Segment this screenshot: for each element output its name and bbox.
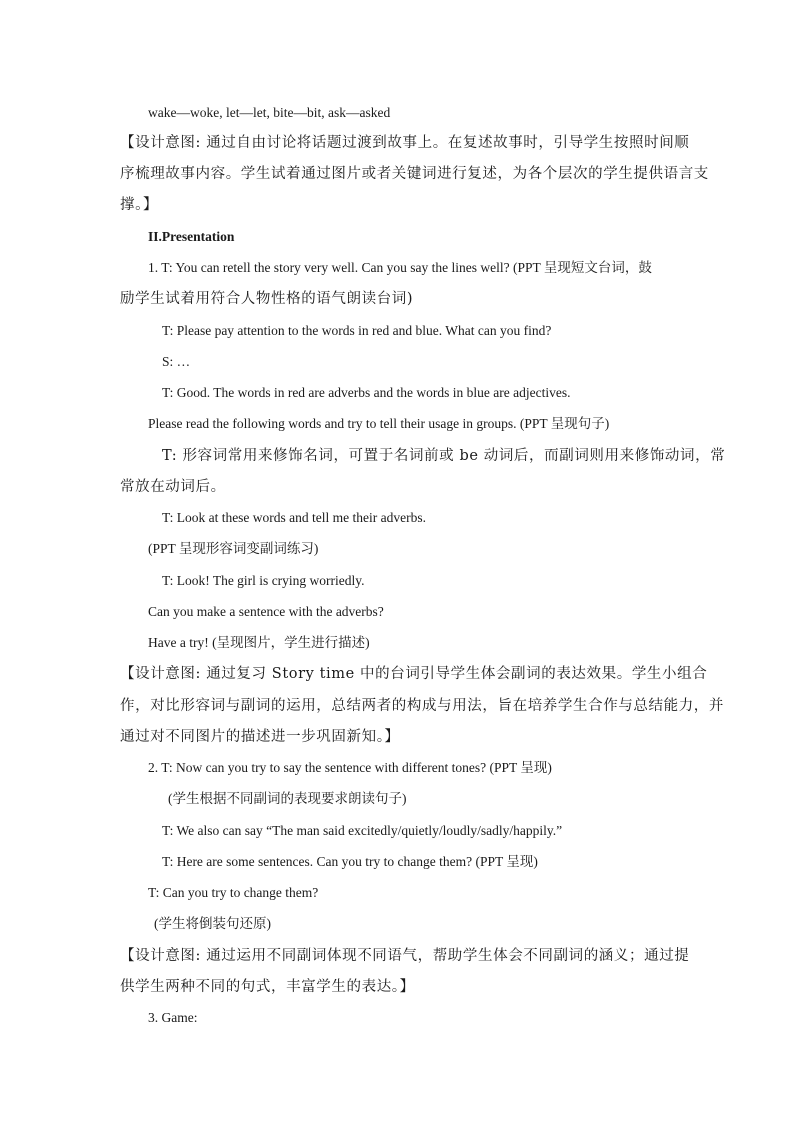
step-1-line-1: 1. T: You can retell the story very well. Can you say the lines well? (PPT 呈现短文台词，鼓 — [148, 260, 652, 275]
design-intent-1-line-2: 序梳理故事内容。学生试着通过图片或者关键词进行复述，为各个层次的学生提供语言支 — [120, 166, 709, 182]
teacher-line-look-at-words: T: Look at these words and tell me their adverbs. — [162, 510, 427, 525]
step-2-line: 2. T: Now can you try to say the sentence with different tones? (PPT 呈现) — [148, 760, 552, 775]
step-1-line-2: 励学生试着用符合人物性格的语气朗读台词) — [120, 291, 414, 307]
teacher-line-here-are-sentences: T: Here are some sentences. Can you try to change them? (PPT 呈现) — [162, 854, 538, 869]
ppt-note-exercise: (PPT 呈现形容词变副词练习) — [148, 541, 319, 556]
step-3-game-line: 3. Game: — [148, 1010, 198, 1025]
design-intent-1-line-1: 【设计意图: 通过自由讨论将话题过渡到故事上。在复述故事时，引导学生按照时间顺 — [120, 135, 690, 151]
teacher-line-adverbs: T: Good. The words in red are adverbs and the words in blue are adjectives. — [162, 385, 571, 400]
design-intent-3-line-2: 供学生两种不同的句式，丰富学生的表达。】 — [120, 979, 415, 995]
teacher-line-attention: T: Please pay attention to the words in red and blue. What can you find? — [162, 323, 552, 338]
teacher-line-change-them: T: Can you try to change them? — [148, 885, 319, 900]
question-line-make-sentence: Can you make a sentence with the adverbs? — [148, 604, 384, 619]
student-reading-note: (学生根据不同副词的表现要求朗读句子) — [168, 791, 407, 806]
design-intent-2-line-2: 作，对比形容词与副词的运用，总结两者的构成与用法，旨在培养学生合作与总结能力，并 — [120, 698, 724, 714]
teacher-line-we-also-can-say: T: We also can say “The man said excitedly/quietly/loudly/sadly/happily.” — [162, 823, 563, 838]
student-inversion-note: (学生将倒装句还原) — [154, 916, 271, 931]
verb-forms-line: wake—woke, let—let, bite—bit, ask—asked — [148, 105, 391, 120]
design-intent-3-line-1: 【设计意图: 通过运用不同副词体现不同语气，帮助学生体会不同副词的涵义；通过提 — [120, 948, 690, 964]
instruction-line-groups: Please read the following words and try to tell their usage in groups. (PPT 呈现句子) — [148, 416, 610, 431]
design-intent-2-line-1: 【设计意图: 通过复习 Story time 中的台词引导学生体会副词的表达效果。学生小组合 — [120, 666, 708, 682]
have-a-try-line: Have a try! (呈现图片，学生进行描述) — [148, 635, 370, 650]
design-intent-1-line-3: 撑。】 — [120, 197, 159, 213]
teacher-explanation-line-2: 常放在动词后。 — [120, 479, 226, 495]
design-intent-2-line-3: 通过对不同图片的描述进一步巩固新知。】 — [120, 729, 400, 745]
section-heading-presentation: II.Presentation — [148, 229, 235, 244]
student-line: S: … — [162, 354, 191, 369]
teacher-explanation-line-1: T: 形容词常用来修饰名词，可置于名词前或 be 动词后，而副词则用来修饰动词，常 — [162, 448, 726, 464]
teacher-line-girl-crying: T: Look! The girl is crying worriedly. — [162, 573, 365, 588]
